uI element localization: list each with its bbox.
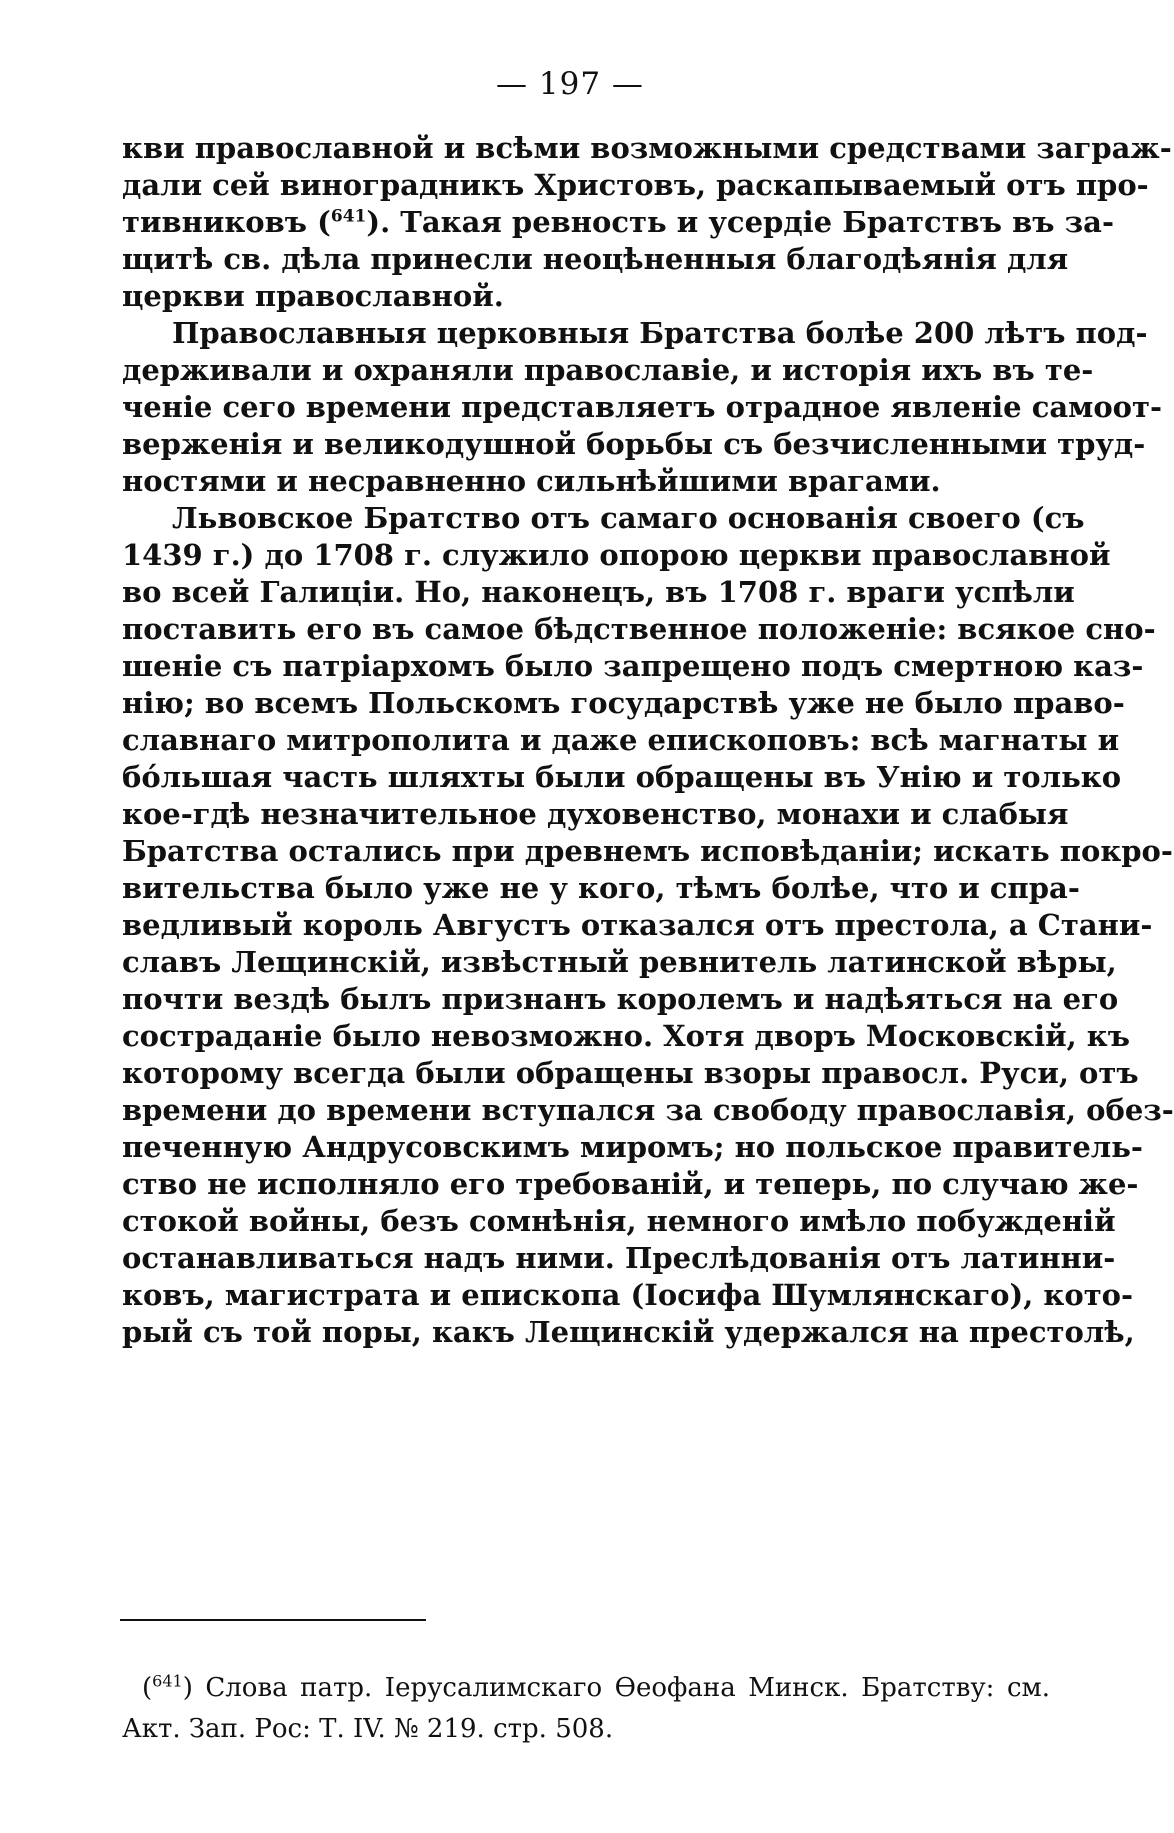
text-line: останавливаться надъ ними. Преслѣдованія отъ латинни- bbox=[122, 1241, 1116, 1275]
text-line: рый съ той поры, какъ Лещинскій удержался на престолѣ, bbox=[122, 1315, 1135, 1349]
footnote-reference: 641 bbox=[330, 206, 367, 227]
text-line: вительства было уже не у кого, тѣмъ болѣе, что и спра- bbox=[122, 871, 1080, 905]
text-line: 1439 г.) до 1708 г. служило опорою церкви православной bbox=[122, 538, 1111, 572]
footnote-line: ($^{641}$) Слова патр. Іерусалимскаго Ѳеофана Минск. Братству: см. bbox=[142, 1671, 1050, 1703]
text-line: состраданіе было невозможно. Хотя дворъ Московскій, къ bbox=[122, 1019, 1130, 1053]
text-line: стокой войны, безъ сомнѣнія, немного имѣло побужденій bbox=[122, 1204, 1116, 1238]
text-fragment: тивниковъ ( bbox=[122, 205, 331, 239]
footnote-line: Акт. Зап. Рос: Т. IV. № 219. стр. 508. bbox=[122, 1714, 614, 1744]
text-line: Львовское Братство отъ самаго основанія своего (съ bbox=[172, 501, 1085, 535]
text-line: ковъ, магистрата и епископа (Іосифа Шумлянскаго), кото- bbox=[122, 1278, 1134, 1312]
footnote-divider bbox=[120, 1619, 426, 1621]
text-line: Братства остались при древнемъ исповѣданіи; искать покро- bbox=[122, 834, 1173, 868]
text-line: ство не исполняло его требованій, и теперь, по случаю же- bbox=[122, 1167, 1139, 1201]
text-line: которому всегда были обращены взоры правосл. Руси, отъ bbox=[122, 1056, 1139, 1090]
text-line: бóльшая часть шляхты были обращены въ Унію и только bbox=[122, 760, 1122, 794]
text-line: шеніе съ патріархомъ было запрещено подъ смертною каз- bbox=[122, 649, 1144, 683]
text-line: ченіе сего времени представляетъ отрадное явленіе самоот- bbox=[122, 390, 1163, 424]
text-line: славнаго митрополита и даже епископовъ: всѣ магнаты и bbox=[122, 723, 1120, 757]
text-line: кое-гдѣ незначительное духовенство, монахи и слабыя bbox=[122, 797, 1069, 831]
footnote-mark: 641 bbox=[152, 1671, 183, 1691]
text-line: нію; во всемъ Польскомъ государствѣ уже не было право- bbox=[122, 686, 1125, 720]
text-line: ведливый король Августъ отказался отъ престола, а Стани- bbox=[122, 908, 1153, 942]
text-line: поставить его въ самое бѣдственное положеніе: всякое сно- bbox=[122, 612, 1156, 646]
text-line: во всей Галиціи. Но, наконецъ, въ 1708 г. враги успѣли bbox=[122, 575, 1075, 609]
text-line: печенную Андрусовскимъ миромъ; но польское правитель- bbox=[122, 1130, 1143, 1164]
text-fragment: ). Такая ревность и усердіе Братствъ въ за- bbox=[366, 205, 1114, 239]
text-line: верженія и великодушной борьбы съ безчисленными труд- bbox=[122, 427, 1146, 461]
text-line: церкви православной. bbox=[122, 279, 504, 313]
page-number: — 197 — bbox=[496, 66, 644, 102]
text-line: кви православной и всѣми возможными средствами заграж- bbox=[122, 131, 1172, 165]
text-line: славъ Лещинскій, извѣстный ревнитель латинской вѣры, bbox=[122, 945, 1117, 979]
text-line: дали сей виноградникъ Христовъ, раскапываемый отъ про- bbox=[122, 168, 1149, 202]
text-line: Православныя церковныя Братства болѣе 200 лѣтъ под- bbox=[172, 316, 1148, 350]
text-line: держивали и охраняли православіе, и исторія ихъ въ те- bbox=[122, 353, 1094, 387]
footnote-text: ) Слова патр. Іерусалимскаго Ѳеофана Минск. Братству: см. bbox=[182, 1673, 1050, 1703]
text-line: времени до времени вступался за свободу православія, обез- bbox=[122, 1093, 1174, 1127]
text-line: щитѣ св. дѣла принесли неоцѣненныя благодѣянія для bbox=[122, 242, 1069, 276]
text-line: почти вездѣ былъ признанъ королемъ и надѣяться на его bbox=[122, 982, 1119, 1016]
text-line: ностями и несравненно сильнѣйшими врагами. bbox=[122, 464, 941, 498]
